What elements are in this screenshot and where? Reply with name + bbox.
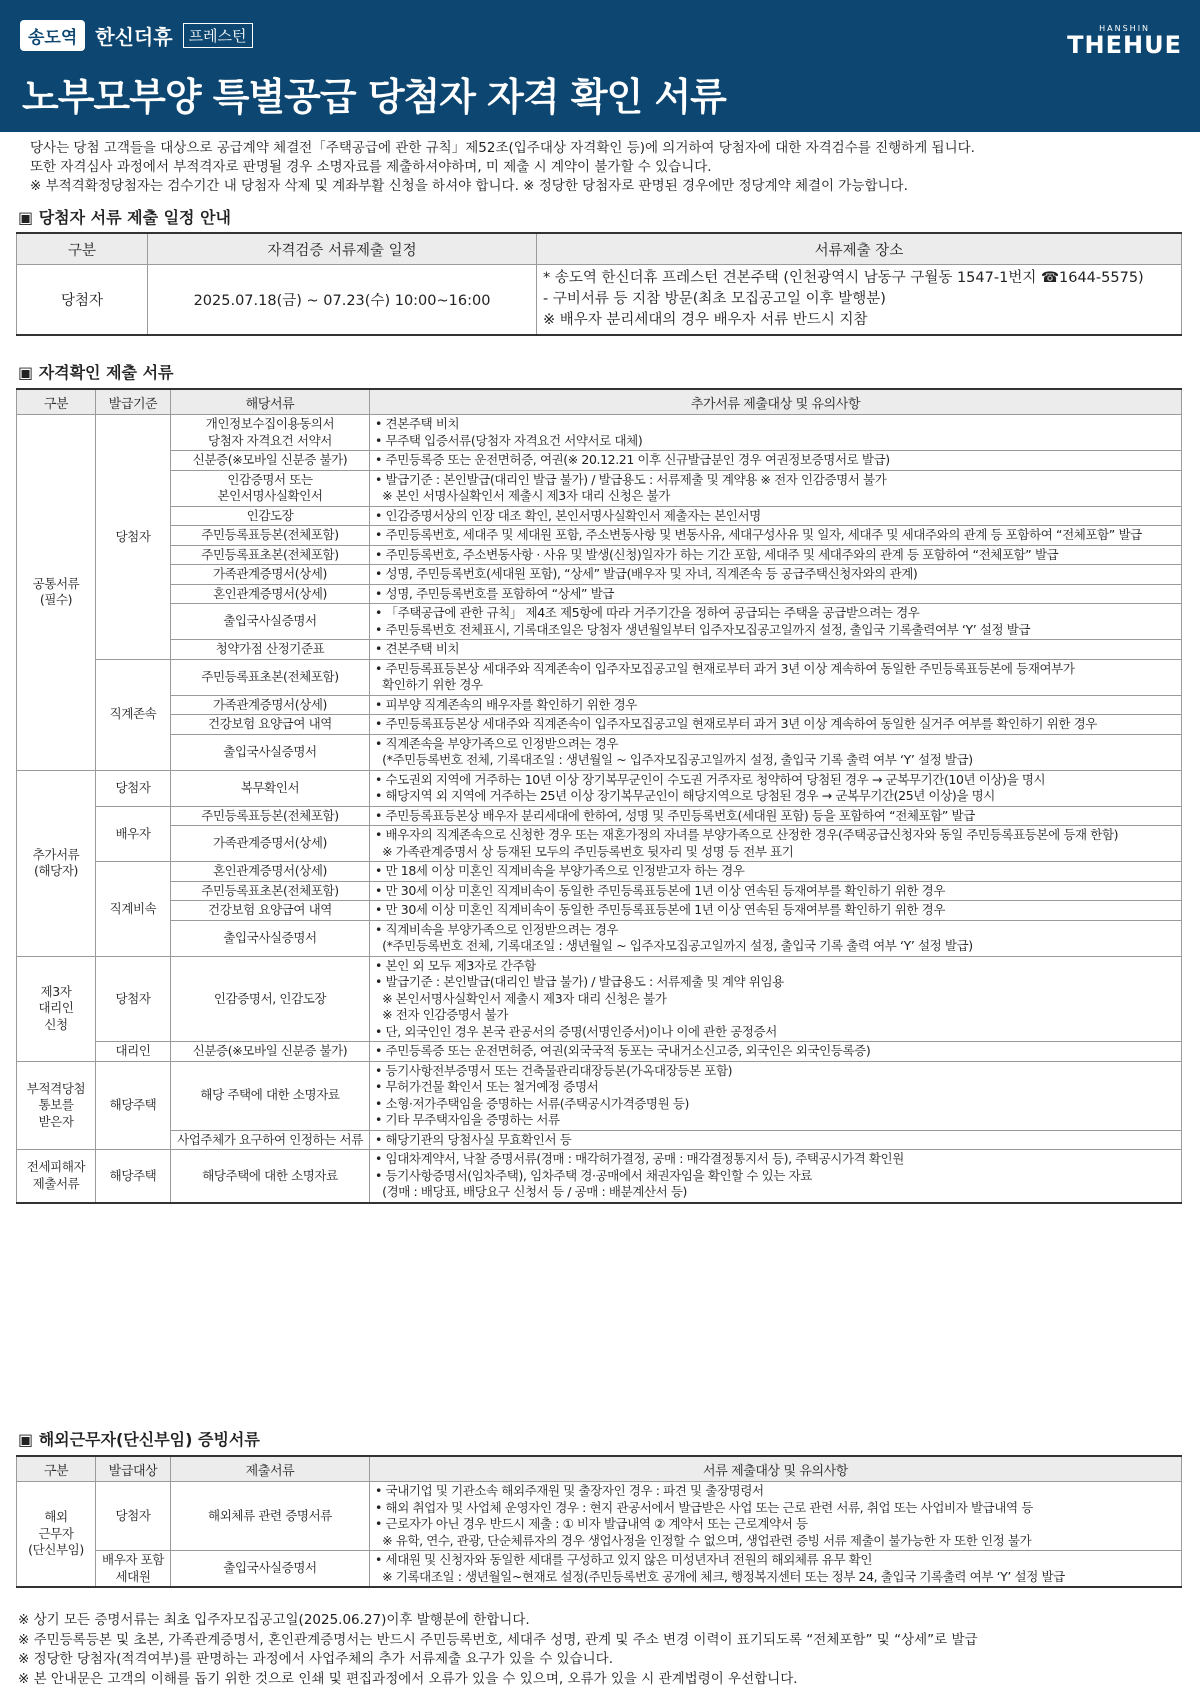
section-title-qualification: ▣ 자격확인 제출 서류 <box>18 363 174 382</box>
group-cell: 제3자 대리인 신청 <box>17 956 96 1061</box>
schedule-period: 2025.07.18(금) ~ 07.23(수) 10:00~16:00 <box>148 265 537 336</box>
table-row <box>17 901 1182 921</box>
note-line: • 성명, 주민등록번호를 포함하여 “상세” 발급 <box>375 585 615 601</box>
note-line: • 인감증명서상의 인장 대조 확인, 본인서명사실확인서 제출자는 본인서명 <box>375 507 761 523</box>
note-line: • 해당지역 외 지역에 거주하는 25년 이상 장기복무군인이 해당지역으로 당첨된 경우 → 군복무기간(25년 이상)을 명시 <box>375 788 995 803</box>
note-line: ※ 본인 서명사실확인서 제출시 제3자 대리 신청은 불가 <box>375 488 670 503</box>
document-cell: 주민등록표등본(전체포함) <box>171 806 370 826</box>
table-header: 서류제출 장소 <box>537 233 1182 265</box>
table-header: 제출서류 <box>171 1456 370 1482</box>
notes-cell <box>370 1551 1182 1588</box>
schedule-location: * 송도역 한신더휴 프레스턴 견본주택 (인천광역시 남동구 구월동 1547-1번지 ☎1644-5575) - 구비서류 등 지참 방문(최초 모집공고일 이후 발행분) ※ 배우자 분리세대의 경우 배우자 서류 반드시 지참 <box>537 265 1182 336</box>
intro-line: 또한 자격심사 과정에서 부적격자로 판명될 경우 소명자료를 제출하셔야하며, 미 제출 시 계약이 불가할 수 있습니다. <box>30 159 712 175</box>
table-header: 구분 <box>17 389 96 415</box>
note-line: (*주민등록번호 전체, 기록대조일 : 생년월일 ~ 입주자모집공고일까지 설정, 출입국 기록 출력 여부 ‘Y’ 설정 발급) <box>375 938 973 953</box>
station-badge: 송도역 <box>20 20 85 51</box>
document-cell: 해당주택에 대한 소명자료 <box>171 1150 370 1203</box>
page-header <box>0 0 1200 132</box>
group-cell: 해외 근무자 (단신부임) <box>17 1482 96 1588</box>
notes-cell <box>370 715 1182 735</box>
document-cell: 주민등록표초본(전체포함) <box>171 545 370 565</box>
footer-notes <box>18 1611 1188 1689</box>
notes-cell <box>370 1482 1182 1551</box>
basis-cell: 당첨자 <box>96 956 171 1042</box>
document-cell: 혼인관계증명서(상세) <box>171 862 370 882</box>
table-row <box>17 640 1182 660</box>
table-header: 구분 <box>17 1456 96 1482</box>
note-line: • 주민등록표등본상 배우자 분리세대에 한하여, 성명 및 주민등록번호(세대원 포함) 등을 포함하여 “전체포함” 발급 <box>375 807 975 823</box>
table-row <box>17 604 1182 640</box>
schedule-category: 당첨자 <box>17 265 148 336</box>
footer-note: ※ 정당한 당첨자(적격여부)를 판명하는 과정에서 사업주체의 추가 서류제출 요구가 있을 수 있습니다. <box>18 1651 613 1667</box>
note-line: ※ 전자 인감증명서 불가 <box>375 1007 509 1022</box>
footer-note: ※ 상기 모든 증명서류는 최초 입주자모집공고일(2025.06.27)이후 발행분에 한합니다. <box>18 1612 530 1628</box>
note-line: • 등기사항전부증명서 또는 건축물관리대장등본(가옥대장등본 포함) <box>375 1062 733 1078</box>
basis-cell: 직계비속 <box>96 862 171 957</box>
note-line: (*주민등록번호 전체, 기록대조일 : 생년월일 ~ 입주자모집공고일까지 설정, 출입국 기록 출력 여부 ‘Y’ 설정 발급) <box>375 752 973 767</box>
note-line: • 세대원 및 신청자와 동일한 세대를 구성하고 있지 않은 미성년자녀 전원의 해외체류 유무 확인 <box>375 1552 873 1567</box>
document-cell: 출입국사실증명서 <box>171 1551 370 1588</box>
schedule-table <box>16 232 1182 336</box>
brand-subname: 프레스턴 <box>183 23 253 48</box>
document-cell: 출입국사실증명서 <box>171 604 370 640</box>
note-line: • 무주택 입증서류(당첨자 자격요건 서약서로 대체) <box>375 432 643 448</box>
document-cell: 출입국사실증명서 <box>171 734 370 770</box>
note-line: • 만 18세 이상 미혼인 직계비속을 부양가족으로 인정받고자 하는 경우 <box>375 863 745 878</box>
notes-cell <box>370 901 1182 921</box>
document-cell: 인감증명서, 인감도장 <box>171 956 370 1042</box>
group-cell: 부적격당첨 통보를 받은자 <box>17 1061 96 1150</box>
section-title-overseas: ▣ 해외근무자(단신부임) 증빙서류 <box>18 1430 260 1449</box>
table-header: 해당서류 <box>171 389 370 415</box>
notes-cell <box>370 806 1182 826</box>
group-cell: 추가서류 (해당자) <box>17 770 96 956</box>
notes-cell <box>370 470 1182 506</box>
notes-cell <box>370 862 1182 882</box>
note-line: • 무허가건물 확인서 또는 철거예정 증명서 <box>375 1079 599 1094</box>
note-line: • 견본주택 비치 <box>375 416 460 431</box>
note-line: • 단, 외국인인 경우 본국 관공서의 증명(서명인증서)이나 이에 관한 공정증서 <box>375 1023 777 1039</box>
note-line: • 발급기준 : 본인발급(대리인 발급 불가) / 발급용도 : 서류제출 및 계약 위임용 <box>375 974 784 989</box>
table-row <box>17 1042 1182 1062</box>
document-cell: 복무확인서 <box>171 770 370 806</box>
note-line: • 만 30세 이상 미혼인 직계비속이 동일한 주민등록표등본에 1년 이상 연속된 등재여부를 확인하기 위한 경우 <box>375 882 946 898</box>
document-cell: 가족관계증명서(상세) <box>171 695 370 715</box>
table-row <box>17 862 1182 882</box>
table-row <box>17 826 1182 862</box>
table-row <box>17 1482 1182 1551</box>
table-row <box>17 565 1182 585</box>
note-line: • 성명, 주민등록번호(세대원 포함), “상세” 발급(배우자 및 자녀, 직계존속 등 공급주택신청자와의 관계) <box>375 566 918 581</box>
note-line: (경매 : 배당표, 배당요구 신청서 등 / 공매 : 배분계산서 등) <box>375 1184 688 1199</box>
table-row <box>17 526 1182 546</box>
document-cell: 주민등록표등본(전체포함) <box>171 526 370 546</box>
basis-cell: 대리인 <box>96 1042 171 1062</box>
basis-cell: 해당주택 <box>96 1061 171 1150</box>
notes-cell <box>370 1150 1182 1203</box>
note-line: • 만 30세 이상 미혼인 직계비속이 동일한 주민등록표등본에 1년 이상 연속된 등재여부를 확인하기 위한 경우 <box>375 902 946 917</box>
note-line: • 주민등록표등본상 세대주와 직계존속이 입주자모집공고일 현재로부터 과거 3년 이상 계속하여 동일한 실거주 여부를 확인하기 위한 경우 <box>375 716 1097 731</box>
table-row <box>17 734 1182 770</box>
document-cell: 건강보험 요양급여 내역 <box>171 715 370 735</box>
note-line: • 본인 외 모두 제3자로 간주함 <box>375 957 536 973</box>
note-line: • 직계비속을 부양가족으로 인정받으려는 경우 <box>375 921 619 937</box>
note-line: • 국내기업 및 기관소속 해외주재원 및 출장자인 경우 : 파견 및 출장명령서 <box>375 1483 764 1498</box>
document-cell: 건강보험 요양급여 내역 <box>171 901 370 921</box>
document-cell: 신분증(※모바일 신분증 불가) <box>171 1042 370 1062</box>
note-line: • 기타 무주택자임을 증명하는 서류 <box>375 1112 560 1127</box>
table-row <box>17 1061 1182 1130</box>
note-line: • 「주택공급에 관한 규칙」 제4조 제5항에 따라 거주기간을 정하여 공급되는 주택을 공급받으려는 경우 <box>375 605 920 620</box>
note-line: • 소형·저가주택임을 증명하는 서류(주택공시가격증명원 등) <box>375 1095 689 1111</box>
notes-cell <box>370 770 1182 806</box>
note-line: • 주민등록표등본상 세대주와 직계존속이 입주자모집공고일 현재로부터 과거 3년 이상 계속하여 동일한 주민등록표등본에 등재여부가 <box>375 660 1075 676</box>
note-line: • 등기사항증명서(임차주택), 임차주택 경·공매에서 채권자임을 확인할 수 있는 자료 <box>375 1167 812 1183</box>
note-line: • 근로자가 아닌 경우 반드시 제출 : ① 비자 발급내역 ② 계약서 또는 근로계약서 등 <box>375 1516 808 1531</box>
note-line: • 견본주택 비치 <box>375 641 460 656</box>
note-line: ※ 기록대조일 : 생년월일~현재로 설정(주민등록번호 공개에 체크, 행정복지센터 또는 정부 24, 출입국 기록출력 여부 ‘Y’ 설정 발급 <box>375 1568 1065 1584</box>
notes-cell <box>370 584 1182 604</box>
table-header: 구분 <box>17 233 148 265</box>
notes-cell <box>370 604 1182 640</box>
notes-cell <box>370 734 1182 770</box>
table-header: 발급대상 <box>96 1456 171 1482</box>
table-header: 추가서류 제출대상 및 유의사항 <box>370 389 1182 415</box>
table-row <box>17 806 1182 826</box>
table-header: 자격검증 서류제출 일정 <box>148 233 537 265</box>
hanshin-thehue-logo: HANSHIN THEHUE <box>1067 24 1182 59</box>
notes-cell <box>370 956 1182 1042</box>
document-cell: 해당 주택에 대한 소명자료 <box>171 1061 370 1130</box>
intro-line: ※ 부적격확정당첨자는 검수기간 내 당첨자 삭제 및 계좌부활 신청을 하셔야 합니다. ※ 정당한 당첨자로 판명된 경우에만 정당계약 체결이 가능합니다. <box>30 178 908 194</box>
table-row <box>17 715 1182 735</box>
table-header: 서류 제출대상 및 유의사항 <box>370 1456 1182 1482</box>
document-cell: 출입국사실증명서 <box>171 920 370 956</box>
group-cell: 전세피해자 제출서류 <box>17 1150 96 1203</box>
basis-cell: 직계존속 <box>96 659 171 770</box>
note-line: • 수도권외 지역에 거주하는 10년 이상 장기복무군인이 수도권 거주자로 청약하여 당첨된 경우 → 군복무기간(10년 이상)을 명시 <box>375 771 1046 787</box>
document-cell: 인감증명서 또는 본인서명사실확인서 <box>171 470 370 506</box>
notes-cell <box>370 1042 1182 1062</box>
table-row <box>17 956 1182 1042</box>
overseas-table <box>16 1455 1182 1588</box>
note-line: • 주민등록번호, 세대주 및 세대원 포함, 주소변동사항 및 변동사유, 세대구성사유 및 일자, 세대주 및 세대주와의 관계 등 포함하여 “전체포함” 발급 <box>375 527 1142 542</box>
qualification-table <box>16 388 1182 1204</box>
note-line: • 직계존속을 부양가족으로 인정받으려는 경우 <box>375 735 619 751</box>
section-title-schedule: ▣ 당첨자 서류 제출 일정 안내 <box>18 208 231 227</box>
notes-cell <box>370 640 1182 660</box>
document-cell: 사업주체가 요구하여 인정하는 서류 <box>171 1130 370 1150</box>
notes-cell <box>370 1130 1182 1150</box>
target-cell: 배우자 포함 세대원 <box>96 1551 171 1588</box>
table-row <box>17 770 1182 806</box>
table-row <box>17 920 1182 956</box>
table-row <box>17 881 1182 901</box>
notes-cell <box>370 526 1182 546</box>
brand-name: 한신더휴 <box>95 25 173 49</box>
table-row <box>17 451 1182 471</box>
table-row <box>17 695 1182 715</box>
note-line: • 주민등록번호 전체표시, 기록대조일은 당첨자 생년월일부터 입주자모집공고일까지 설정, 출입국 기록출력여부 ‘Y’ 설정 발급 <box>375 621 1031 637</box>
document-cell: 인감도장 <box>171 506 370 526</box>
notes-cell <box>370 506 1182 526</box>
document-cell: 해외체류 관련 증명서류 <box>171 1482 370 1551</box>
table-row <box>17 659 1182 695</box>
note-line: • 임대차계약서, 낙찰 증명서류(경매 : 매각허가결정, 공매 : 매각결정통지서 등), 주택공시가격 확인원 <box>375 1151 904 1166</box>
note-line: ※ 가족관계증명서 상 등재된 모두의 주민등록번호 뒷자리 및 성명 등 전부 표기 <box>375 843 794 859</box>
note-line: • 해외 취업자 및 사업체 운영자인 경우 : 현지 관공서에서 발급받은 사업 또는 근로 관련 서류, 취업 또는 사업비자 발급내역 등 <box>375 1499 1033 1515</box>
document-cell: 신분증(※모바일 신분증 불가) <box>171 451 370 471</box>
note-line: • 발급기준 : 본인발급(대리인 발급 불가) / 발급용도 : 서류제출 및 계약용 ※ 전자 인감증명서 불가 <box>375 471 887 487</box>
table-row <box>17 545 1182 565</box>
document-cell: 가족관계증명서(상세) <box>171 565 370 585</box>
document-cell: 개인정보수집이용동의서 당첨자 자격요건 서약서 <box>171 415 370 451</box>
note-line: • 배우자의 직계존속으로 신청한 경우 또는 재혼가정의 자녀를 부양가족으로 산정한 경우(주택공급신청자와 동일 주민등록표등본에 등재 한함) <box>375 827 1119 842</box>
notes-cell <box>370 695 1182 715</box>
target-cell: 당첨자 <box>96 1482 171 1551</box>
footer-note: ※ 본 안내문은 고객의 이해를 돕기 위한 것으로 인쇄 및 편집과정에서 오류가 있을 수 있으며, 오류가 있을 시 관계법령이 우선합니다. <box>18 1670 798 1687</box>
table-header: 발급기준 <box>96 389 171 415</box>
table-row <box>17 415 1182 451</box>
notes-cell <box>370 881 1182 901</box>
intro-line: 당사는 당첨 고객들을 대상으로 공급계약 체결전「주택공급에 관한 규칙」제52조(입주대상 자격확인 등)에 의거하여 당첨자에 대한 자격검수를 진행하게 됩니다. <box>30 140 975 156</box>
notes-cell <box>370 826 1182 862</box>
notes-cell <box>370 1061 1182 1130</box>
intro-text <box>30 139 1180 196</box>
table-row <box>17 1130 1182 1150</box>
basis-cell: 당첨자 <box>96 415 171 660</box>
note-line: • 주민등록번호, 주소변동사항 · 사유 및 발생(신청)일자가 하는 기간 포함, 세대주 및 세대주와의 관계 등 포함하여 “전체포함” 발급 <box>375 546 1059 562</box>
notes-cell <box>370 920 1182 956</box>
notes-cell <box>370 545 1182 565</box>
document-cell: 청약가점 산정기준표 <box>171 640 370 660</box>
notes-cell <box>370 415 1182 451</box>
note-line: ※ 본인서명사실확인서 제출시 제3자 대리 신청은 불가 <box>375 990 667 1006</box>
page-title: 노부모부양 특별공급 당첨자 자격 확인 서류 <box>22 75 726 119</box>
note-line: • 주민등록증 또는 운전면허증, 여권(외국국적 동포는 국내거소신고증, 외국인은 외국인등록증) <box>375 1043 871 1058</box>
table-row <box>17 584 1182 604</box>
note-line: • 주민등록증 또는 운전면허증, 여권(※ 20.12.21 이후 신규발급분인 경우 여권정보증명서로 발급) <box>375 452 890 467</box>
basis-cell: 배우자 <box>96 806 171 862</box>
table-row <box>17 506 1182 526</box>
note-line: ※ 유학, 연수, 관광, 단순체류자의 경우 생업사정을 인정할 수 없으며, 생업관련 증빙 서류 제출이 불가능한 자 또한 인정 불가 <box>375 1532 1032 1548</box>
basis-cell: 당첨자 <box>96 770 171 806</box>
footer-note: ※ 주민등록등본 및 초본, 가족관계증명서, 혼인관계증명서는 반드시 주민등록번호, 세대주 성명, 관계 및 주소 변경 이력이 표기되도록 “전체포함” 및 “상세”로 발급 <box>18 1631 978 1648</box>
notes-cell <box>370 659 1182 695</box>
document-cell: 주민등록표초본(전체포함) <box>171 881 370 901</box>
table-row <box>17 1150 1182 1203</box>
note-line: • 피부양 직계존속의 배우자를 확인하기 위한 경우 <box>375 696 637 712</box>
table-row <box>17 470 1182 506</box>
document-cell: 가족관계증명서(상세) <box>171 826 370 862</box>
document-cell: 혼인관계증명서(상세) <box>171 584 370 604</box>
document-cell: 주민등록표초본(전체포함) <box>171 659 370 695</box>
group-cell: 공통서류 (필수) <box>17 415 96 771</box>
basis-cell: 해당주택 <box>96 1150 171 1203</box>
brand-row <box>20 20 253 51</box>
note-line: 확인하기 위한 경우 <box>375 677 483 692</box>
table-row <box>17 1551 1182 1588</box>
notes-cell <box>370 451 1182 471</box>
note-line: • 해당기관의 당첨사실 무효확인서 등 <box>375 1131 572 1147</box>
notes-cell <box>370 565 1182 585</box>
